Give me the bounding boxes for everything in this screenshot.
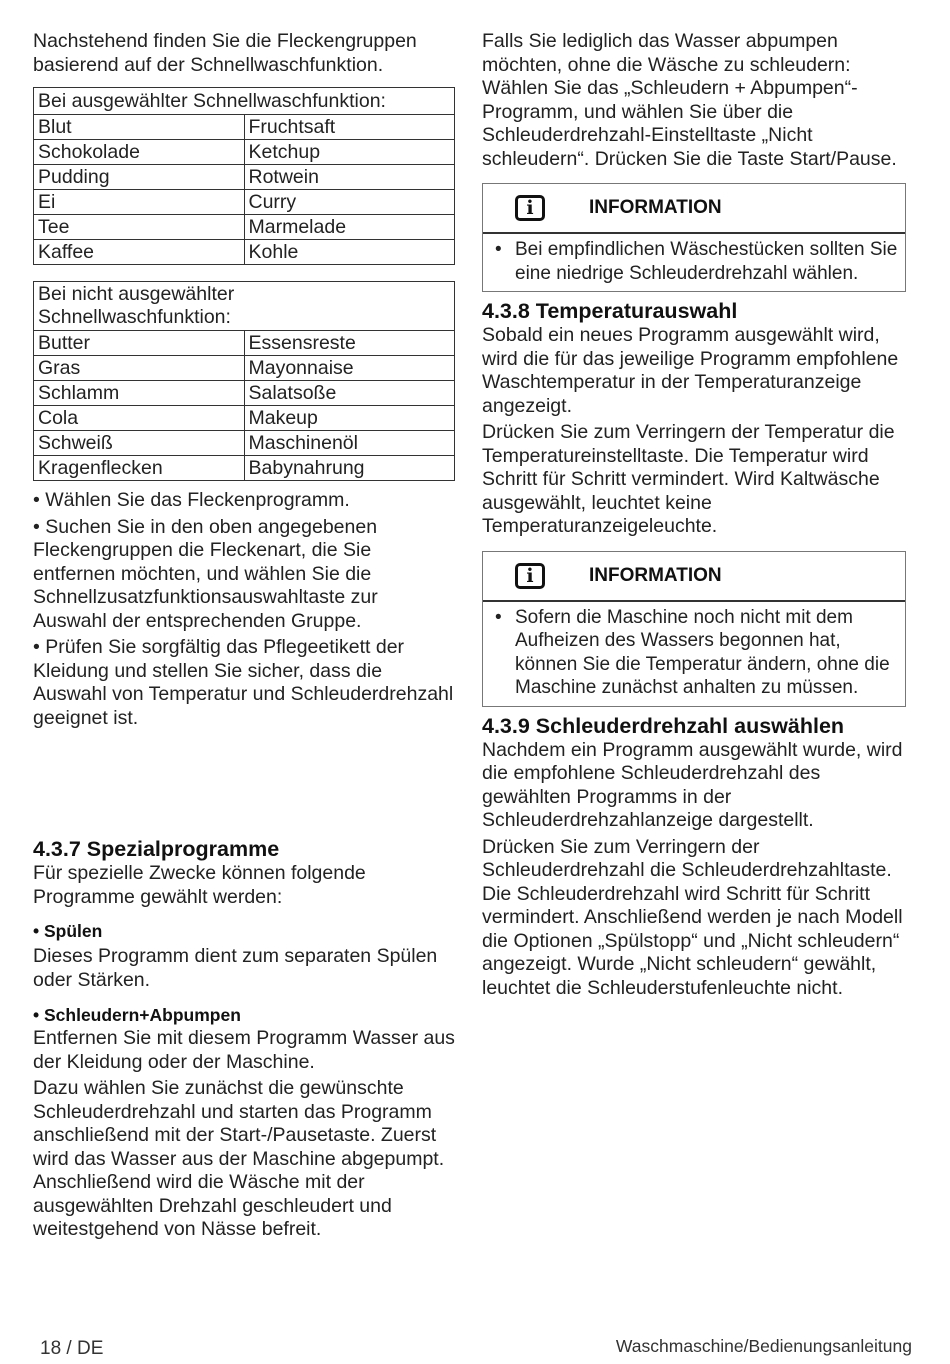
stain-table-quickwash-on — [33, 87, 455, 265]
instruction-bullet: • Wählen Sie das Fleckenprogramm. — [33, 489, 350, 511]
table-row — [34, 381, 455, 406]
info-box-text: Sofern die Maschine noch nicht mit dem Aufheizen des Wassers begonnen hat, können Sie die Temperatur ändern, ohne die Maschine zunächst anhalten zu müssen. — [515, 606, 890, 698]
section-intro: Für spezielle Zwecke können folgende Programme gewählt werden: — [33, 862, 366, 908]
table-cell: Butter — [34, 331, 245, 356]
table-cell: Makeup — [244, 406, 455, 431]
table-cell: Essensreste — [244, 331, 455, 356]
section-paragraph: Nachdem ein Programm ausgewählt wurde, wird die empfohlene Schleuderdrehzahl des gewählten Programms in der Schleuderdrehzahlanzeige dargestellt. — [482, 738, 903, 831]
section-paragraph: Drücken Sie zum Verringern der Temperatur die Temperatureinstelltaste. Die Temperatur wird Schritt für Schritt vermindert. Wird Kaltwäsche ausgewählt, leuchtet keine Temperaturanzeigeleuchte. — [482, 421, 895, 537]
table-row — [34, 456, 455, 481]
section-paragraph: Drücken Sie zum Verringern der Schleuderdrehzahl die Schleuderdrehzahltaste. Die Schleuderdrehzahl wird Schritt für Schritt vermindert. Anschließend werden je nach Modell die Optionen „Spülstopp“ und „Nicht schleudern“ angezeigt. Wurde „Nicht schleudern“ gewählt, leuchtet die Schleuderstufenleuchte nicht. — [482, 835, 903, 999]
instruction-bullet: • Prüfen Sie sorgfältig das Pflegeetikett der Kleidung und stellen Sie sicher, dass die Auswahl von Temperatur und Schleuderdrehzahl geeignet ist. — [33, 636, 454, 729]
table-row — [34, 406, 455, 431]
stain-groups-intro: Nachstehend finden Sie die Fleckengruppen basierend auf der Schnellwaschfunktion. — [33, 30, 417, 76]
table-cell: Schlamm — [34, 381, 245, 406]
program-title-schleudern: • Schleudern+Abpumpen — [33, 1005, 241, 1025]
table-cell: Pudding — [34, 165, 245, 190]
table-cell: Schokolade — [34, 140, 245, 165]
table-cell: Rotwein — [244, 165, 455, 190]
table-row — [34, 431, 455, 456]
table-row — [34, 165, 455, 190]
table-row — [34, 140, 455, 165]
table-cell: Cola — [34, 406, 245, 431]
table-cell: Schweiß — [34, 431, 245, 456]
table-cell: Gras — [34, 356, 245, 381]
instruction-bullet: • Suchen Sie in den oben angegebenen Fleckengruppen die Fleckenart, die Sie entfernen möchten, und wählen Sie die Schnellzusatzfunktionsauswahltaste zur Auswahl der entsprechenden Gruppe. — [33, 515, 378, 632]
info-box-title: INFORMATION — [589, 197, 722, 218]
table-row — [34, 215, 455, 240]
table-header: Bei ausgewählter Schnellwaschfunktion: — [34, 88, 455, 115]
program-title-spuelen: • Spülen — [33, 921, 103, 941]
info-box-text: Bei empfindlichen Wäschestücken sollten Sie eine niedrige Schleuderdrehzahl wählen. — [515, 239, 898, 284]
table-cell: Babynahrung — [244, 456, 455, 481]
table-cell: Mayonnaise — [244, 356, 455, 381]
info-box-header — [483, 552, 905, 602]
info-box — [482, 183, 906, 292]
information-icon: i — [515, 195, 545, 221]
table-row — [34, 331, 455, 356]
table-cell: Fruchtsaft — [244, 115, 455, 140]
section-title-spin-speed: 4.3.9 Schleuderdrehzahl auswählen — [482, 713, 845, 738]
table-cell: Kragenflecken — [34, 456, 245, 481]
table-cell: Ketchup — [244, 140, 455, 165]
page-number: 18 / DE — [40, 1338, 104, 1359]
info-box-title: INFORMATION — [589, 564, 722, 586]
information-icon: i — [515, 563, 545, 589]
table-cell: Kaffee — [34, 240, 245, 265]
bullet-mark: • — [495, 239, 502, 260]
info-box-body — [483, 602, 905, 706]
program-text-spuelen: Dieses Programm dient zum separaten Spülen oder Stärken. — [33, 945, 438, 991]
program-text-schleudern-details: Dazu wählen Sie zunächst die gewünschte Schleuderdrehzahl und starten das Programm anschließend mit der Start-/Pausetaste. Zuerst wird das Wasser aus der Maschine abgepumpt. Anschließend wird die Wäsche mit der ausgewählten Drehzahl geschleudert und weitestgehend von Nässe befreit. — [33, 1077, 445, 1240]
table-cell: Tee — [34, 215, 245, 240]
table-header: Bei nicht ausgewählter Schnellwaschfunktion: — [34, 282, 455, 331]
table-cell: Maschinenöl — [244, 431, 455, 456]
info-box-body — [483, 234, 905, 291]
table-cell: Curry — [244, 190, 455, 215]
left-column — [33, 30, 455, 1242]
table-cell: Salatsoße — [244, 381, 455, 406]
table-row — [34, 115, 455, 140]
table-row — [34, 356, 455, 381]
table-cell: Kohle — [244, 240, 455, 265]
table-row — [34, 190, 455, 215]
right-column — [482, 30, 906, 1000]
document-title: Waschmaschine/Bedienungsanleitung — [615, 1336, 912, 1356]
section-title-special-programs: 4.3.7 Spezialprogramme — [33, 837, 280, 861]
table-cell: Ei — [34, 190, 245, 215]
info-box — [482, 551, 906, 707]
section-title-temperature: 4.3.8 Temperaturauswahl — [482, 299, 738, 323]
program-text-schleudern: Entfernen Sie mit diesem Programm Wasser aus der Kleidung oder der Maschine. — [33, 1027, 455, 1073]
section-paragraph: Sobald ein neues Programm ausgewählt wird, wird die für das jeweilige Programm empfohlene Waschtemperatur in der Temperaturanzeige angezeigt. — [482, 324, 899, 417]
pump-only-instructions: Falls Sie lediglich das Wasser abpumpen möchten, ohne die Wäsche zu schleudern: Wählen Sie das „Schleudern + Abpumpen“-Programm, und wählen Sie über die Schleuderdrehzahl-Einstelltaste „Nicht schleudern“. Drücken Sie die Taste Start/Pause. — [482, 30, 897, 170]
bullet-mark: • — [495, 606, 502, 628]
table-cell: Blut — [34, 115, 245, 140]
table-cell: Marmelade — [244, 215, 455, 240]
info-box-header — [483, 184, 905, 234]
stain-table-quickwash-off — [33, 281, 455, 481]
table-row — [34, 240, 455, 265]
